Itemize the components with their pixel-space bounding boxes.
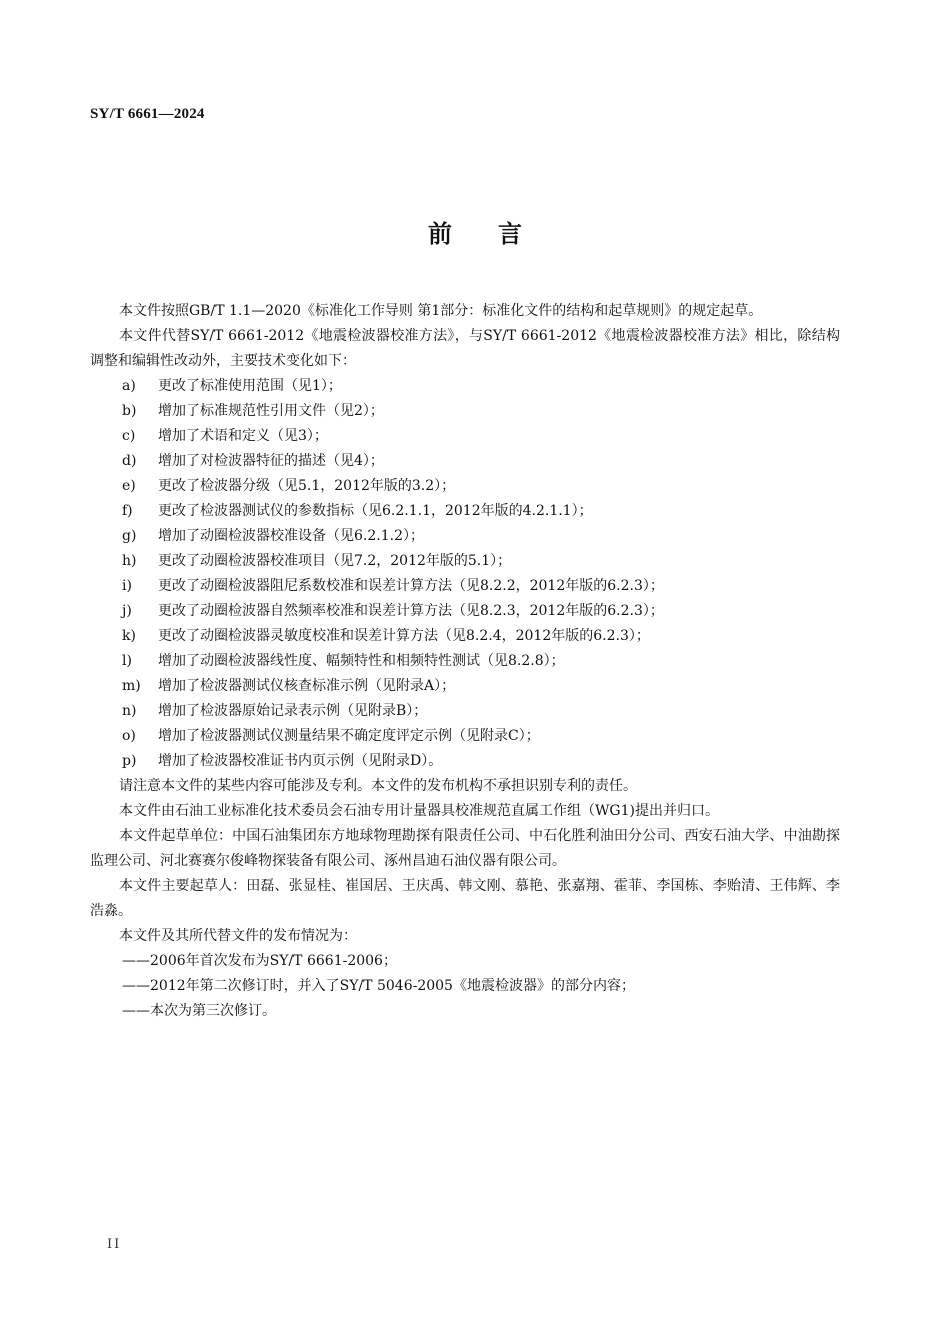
- list-item-text: 增加了术语和定义（见3）；: [158, 428, 328, 444]
- list-marker: a): [122, 378, 136, 394]
- changes-list: [90, 374, 840, 774]
- history-item: ——2012年第二次修订时，并入了SY/T 5046-2005《地震检波器》的部分内容；: [122, 978, 635, 994]
- list-marker: e): [122, 478, 136, 494]
- list-marker: n): [122, 703, 137, 719]
- list-item-text: 更改了检波器测试仪的参数指标（见6.2.1.1，2012年版的4.2.1.1）；: [158, 503, 593, 519]
- list-item-text: 增加了检波器原始记录表示例（见附录B）；: [158, 703, 428, 719]
- list-item-text: 更改了动圈检波器灵敏度校准和误差计算方法（见8.2.4，2012年版的6.2.3）；: [158, 628, 650, 644]
- list-marker: b): [122, 403, 137, 419]
- list-marker: c): [122, 428, 136, 444]
- list-item-text: 更改了动圈检波器自然频率校准和误差计算方法（见8.2.3，2012年版的6.2.3）；: [158, 603, 664, 619]
- list-item: [90, 374, 840, 399]
- paragraph: 本文件由石油工业标准化技术委员会石油专用计量器具校准规范直属工作组（WG1)提出并归口。: [119, 803, 719, 819]
- list-item: [90, 599, 840, 624]
- list-item-text: 增加了检波器测试仪测量结果不确定度评定示例（见附录C）；: [158, 728, 540, 744]
- paragraph: 本文件主要起草人：田磊、张显桂、崔国居、王庆禹、韩文刚、慕艳、张嘉翔、霍菲、李国栋、李贻清、王伟辉、李浩淼。: [90, 878, 840, 919]
- paragraph: 本文件起草单位：中国石油集团东方地球物理勘探有限责任公司、中石化胜利油田分公司、西安石油大学、中油勘探监理公司、河北赛赛尔俊峰物探装备有限公司、涿州昌迪石油仪器有限公司。: [90, 828, 840, 869]
- page-number: II: [107, 1237, 122, 1252]
- list-marker: d): [122, 453, 137, 469]
- list-marker: j): [122, 603, 132, 619]
- list-item: [90, 399, 840, 424]
- paragraph: 本文件及其所代替文件的发布情况为：: [119, 928, 357, 944]
- paragraph: 请注意本文件的某些内容可能涉及专利。本文件的发布机构不承担识别专利的责任。: [119, 778, 637, 794]
- list-item-text: 增加了动圈检波器校准设备（见6.2.1.2）；: [158, 528, 424, 544]
- list-marker: o): [122, 728, 136, 744]
- list-item: [90, 674, 840, 699]
- paragraph: 本文件按照GB/T 1.1—2020《标准化工作导则 第1部分：标准化文件的结构和起草规则》的规定起草。: [119, 303, 763, 319]
- list-item: [90, 474, 840, 499]
- list-item: [90, 649, 840, 674]
- list-marker: p): [122, 753, 137, 769]
- list-item: [90, 549, 840, 574]
- list-item: [90, 524, 840, 549]
- list-item-text: 更改了标准使用范围（见1）；: [158, 378, 342, 394]
- list-marker: h): [122, 553, 137, 569]
- foreword-body: [90, 299, 840, 1024]
- list-item-text: 更改了检波器分级（见5.1，2012年版的3.2）；: [158, 478, 456, 494]
- list-item-text: 增加了检波器测试仪核查标准示例（见附录A）；: [158, 678, 456, 694]
- list-item-text: 更改了动圈检波器校准项目（见7.2，2012年版的5.1）；: [158, 553, 512, 569]
- list-item: [90, 749, 840, 774]
- list-item-text: 更改了动圈检波器阻尼系数校准和误差计算方法（见8.2.2，2012年版的6.2.3）；: [158, 578, 664, 594]
- list-marker: k): [122, 628, 136, 644]
- page-title: 前言: [428, 220, 568, 248]
- standard-code: SY/T 6661—2024: [90, 106, 205, 122]
- list-item: [90, 424, 840, 449]
- list-item-text: 增加了动圈检波器线性度、幅频特性和相频特性测试（见8.2.8）；: [158, 653, 565, 669]
- paragraph: 本文件代替SY/T 6661-2012《地震检波器校准方法》，与SY/T 6661-2012《地震检波器校准方法》相比，除结构调整和编辑性改动外，主要技术变化如下：: [90, 328, 840, 369]
- list-marker: g): [122, 528, 137, 544]
- list-marker: m): [122, 678, 141, 694]
- history-item: ——2006年首次发布为SY/T 6661-2006；: [122, 953, 397, 969]
- publication-history: [90, 949, 840, 1024]
- list-item: [90, 499, 840, 524]
- list-item: [90, 624, 840, 649]
- list-item: [90, 699, 840, 724]
- list-item-text: 增加了对检波器特征的描述（见4）；: [158, 453, 384, 469]
- list-item-text: 增加了标准规范性引用文件（见2）；: [158, 403, 384, 419]
- list-item-text: 增加了检波器校准证书内页示例（见附录D）。: [158, 753, 443, 769]
- list-marker: l): [122, 653, 132, 669]
- list-item: [90, 449, 840, 474]
- history-item: ——本次为第三次修订。: [122, 1003, 276, 1019]
- list-item: [90, 574, 840, 599]
- list-marker: i): [122, 578, 132, 594]
- list-marker: f): [122, 503, 133, 519]
- list-item: [90, 724, 840, 749]
